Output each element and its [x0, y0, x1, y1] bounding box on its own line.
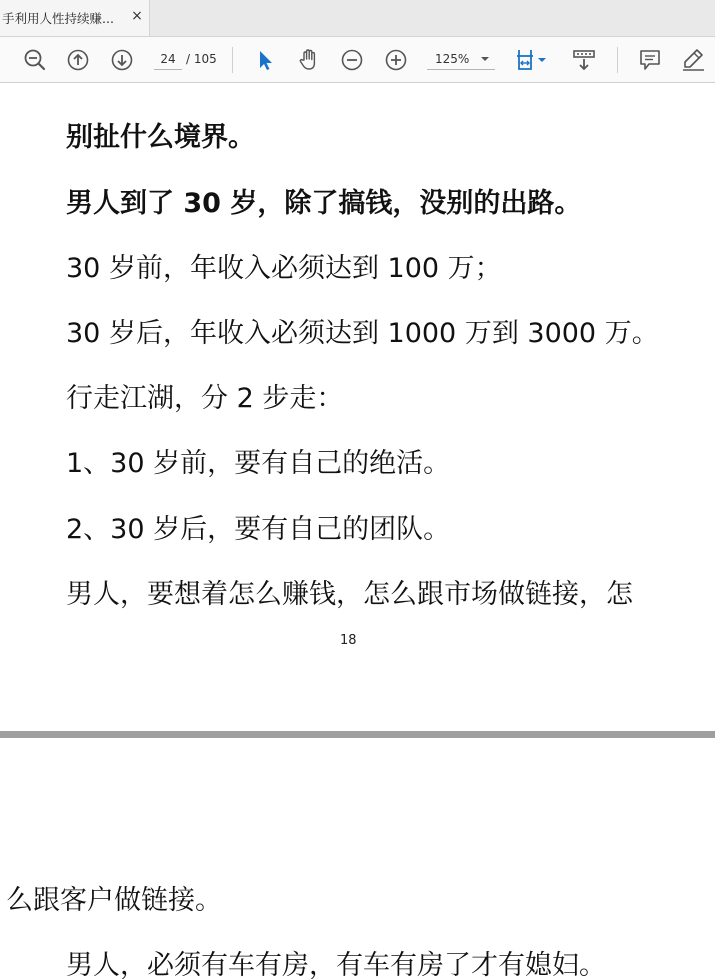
fit-page-icon[interactable]: [514, 47, 554, 73]
select-cursor-icon[interactable]: [252, 47, 278, 73]
zoom-value: 125%: [435, 52, 470, 66]
read-mode-icon[interactable]: [571, 47, 597, 73]
close-tab-icon[interactable]: ×: [131, 8, 143, 24]
tab-bar: [0, 0, 715, 37]
next-page-icon[interactable]: [109, 47, 135, 73]
paragraph-line: 男人，要想着怎么赚钱，怎么跟市场做链接，怎: [66, 579, 633, 610]
minus-zoom-icon[interactable]: [339, 47, 365, 73]
page-number-input[interactable]: [154, 49, 182, 70]
toolbar-divider: [617, 47, 618, 73]
paragraph-line: 男人到了 30 岁，除了搞钱，没别的出路。: [66, 188, 582, 219]
paragraph-line: 1、30 岁前，要有自己的绝活。: [66, 448, 451, 479]
document-view[interactable]: [0, 83, 715, 979]
paragraph-line: 2、30 岁后，要有自己的团队。: [66, 514, 451, 545]
zoom-out-icon[interactable]: [22, 47, 48, 73]
zoom-select[interactable]: [427, 49, 495, 70]
page-number: 18: [340, 633, 357, 648]
page-total-label: / 105: [186, 52, 217, 66]
document-tab[interactable]: [0, 0, 150, 36]
paragraph-line: 别扯什么境界。: [66, 122, 255, 153]
toolbar-divider: [232, 47, 233, 73]
paragraph-line: 男人，必须有车有房，有车有房了才有媳妇。: [66, 950, 606, 979]
plus-zoom-icon[interactable]: [383, 47, 409, 73]
comment-icon[interactable]: [637, 47, 663, 73]
paragraph-line: 行走江湖，分 2 步走：: [66, 383, 344, 414]
paragraph-line: 么跟客户做链接。: [6, 885, 222, 916]
tab-title: 手利用人性持续赚...: [2, 11, 114, 26]
toolbar: [0, 37, 715, 83]
paragraph-line: 30 岁前，年收入必须达到 100 万；: [66, 253, 502, 284]
previous-page-icon[interactable]: [65, 47, 91, 73]
hand-tool-icon[interactable]: [296, 47, 322, 73]
chevron-down-icon: [481, 57, 489, 61]
highlight-pen-icon[interactable]: [680, 47, 706, 73]
page-separator: [0, 731, 715, 738]
paragraph-line: 30 岁后，年收入必须达到 1000 万到 3000 万。: [66, 318, 659, 349]
